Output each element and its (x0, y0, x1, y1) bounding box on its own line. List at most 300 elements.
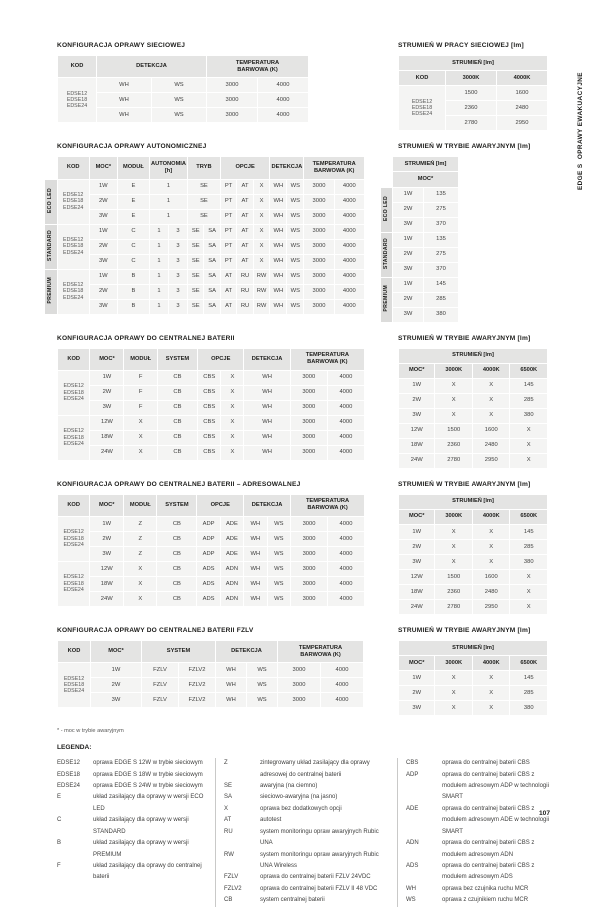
legend-item (57, 861, 207, 884)
cell: 2W (90, 285, 117, 299)
header-cell: DETEKCJA (97, 56, 206, 77)
legend-definition: oprawa do centralnej baterii FZLV 24VDC (260, 874, 371, 881)
header-cell: AUTONOMIA [h] (150, 157, 187, 178)
table-row (399, 701, 547, 715)
cell: 3W (90, 255, 117, 269)
legend-key: CBS (406, 760, 419, 767)
legend-columns (57, 758, 548, 906)
table-row (45, 300, 364, 314)
section-title: STRUMIEŃ W TRYBIE AWARYJNYM [lm] (398, 334, 531, 342)
table-row (58, 386, 364, 400)
cell: CBS (198, 371, 220, 385)
legend-item (224, 815, 391, 826)
cell: 4000 (328, 517, 364, 531)
cell: WS (287, 195, 303, 209)
header-cell: SYSTEM (158, 349, 197, 370)
cell: 3W (393, 308, 423, 322)
table-row (399, 510, 547, 524)
table-row (58, 592, 364, 606)
cell: 2W (393, 248, 423, 262)
cell: 135 (424, 233, 458, 247)
cell: 4000 (335, 300, 364, 314)
legend-key: WS (406, 897, 416, 904)
config-table-autonomiczna (44, 156, 365, 314)
cell: 3000 (304, 225, 333, 239)
cell: WH (216, 693, 246, 707)
legend-key: ADP (406, 771, 419, 778)
cell: AT (237, 225, 253, 239)
legend-key: FZLV (224, 874, 239, 881)
cell: WH (270, 270, 286, 284)
cell: ADN (221, 577, 243, 591)
cell: X (124, 577, 156, 591)
section-sieciowa (57, 42, 548, 131)
table-row (381, 248, 458, 262)
header-cell: TEMPERATURA BARWOWA (K) (304, 157, 364, 178)
cell: E (118, 180, 149, 194)
cell: ADN (221, 562, 243, 576)
cell: ADE (221, 517, 243, 531)
cell: X (254, 180, 270, 194)
table-row (381, 293, 458, 307)
cell: 135 (424, 188, 458, 202)
cell: 380 (510, 409, 547, 423)
group-label-cell: PREMIUM (45, 270, 57, 314)
cell: X (221, 371, 243, 385)
cell: AT (237, 180, 253, 194)
cell: 2780 (435, 600, 472, 614)
header-cell: DETEKCJA (216, 641, 277, 662)
cell: 3000 (207, 78, 257, 92)
table-row (45, 225, 364, 239)
cell: 3000 (304, 195, 333, 209)
table-row (58, 56, 308, 77)
cell: 3000 (291, 431, 327, 445)
cell: SA (204, 300, 219, 314)
cell: RU (237, 285, 253, 299)
cell: 1W (90, 371, 123, 385)
cell: ADP (197, 547, 219, 561)
cell: 3W (90, 547, 123, 561)
cell: 3W (90, 401, 123, 415)
cell: SA (204, 240, 219, 254)
section-fzlv-right (398, 627, 548, 716)
cell: WH (97, 93, 151, 107)
cell: 4000 (335, 225, 364, 239)
section-adresowalna (57, 481, 548, 615)
header-cell: TEMPERATURA BARWOWA (K) (278, 641, 363, 662)
cell: WH (244, 517, 266, 531)
header-cell: MOC* (91, 641, 141, 662)
header-cell: OPCJE (198, 349, 243, 370)
section-title: KONFIGURACJA OPRAWY DO CENTRALNEJ BATERII (57, 334, 235, 342)
cell: AT (237, 210, 253, 224)
section-autonomiczna (46, 143, 548, 322)
legend-definition: sieciowo-awaryjna (na jasno) (260, 794, 338, 801)
section-sieciowa-left (57, 42, 365, 123)
cell: 24W (90, 592, 123, 606)
legend-key: AT (224, 817, 232, 824)
cell: WH (270, 300, 286, 314)
cell: CBS (198, 431, 220, 445)
header-cell: TEMPERATURA BARWOWA (K) (207, 56, 308, 77)
cell: 3W (90, 210, 117, 224)
cell: RW (254, 285, 270, 299)
header-cell: OPCJE (221, 157, 270, 178)
cell: 1600 (473, 570, 510, 584)
cell: 3000 (304, 255, 333, 269)
legend-column-2 (215, 758, 397, 906)
cell: E (118, 195, 149, 209)
header-cell: STRUMIEŃ [lm] (399, 56, 547, 70)
legend-key: C (57, 817, 62, 824)
cell: 2360 (446, 101, 496, 115)
cell: Z (124, 517, 156, 531)
cell: 1W (90, 225, 117, 239)
header-cell: SYSTEM (157, 495, 196, 516)
cell: 3 (169, 240, 187, 254)
legend-item (406, 770, 556, 804)
cell: 1600 (497, 86, 547, 100)
cell: 4000 (328, 431, 364, 445)
group-label-cell: ECO LED (45, 180, 57, 224)
cell: AT (221, 285, 236, 299)
table-row (45, 157, 364, 178)
cell: ADP (197, 517, 219, 531)
cell: 2950 (497, 116, 547, 130)
cell: 18W (90, 431, 123, 445)
cell: 275 (424, 203, 458, 217)
cell: 4000 (335, 285, 364, 299)
cell: WH (244, 532, 266, 546)
cell: WS (287, 255, 303, 269)
cell: 3000 (291, 401, 327, 415)
legend-key: SE (224, 783, 233, 790)
cell: 4000 (328, 371, 364, 385)
table-row (58, 431, 364, 445)
legend-definition: awaryjna (na ciemno) (260, 783, 318, 790)
table-row (45, 270, 364, 284)
cell: X (510, 439, 547, 453)
cell: 3W (393, 263, 423, 277)
cell: EDSE12 EDSE18 EDSE24 (58, 270, 89, 314)
cell: X (435, 394, 472, 408)
cell: WS (268, 547, 290, 561)
table-row (399, 570, 547, 584)
cell: X (435, 671, 472, 685)
header-cell: MOC* (90, 495, 123, 516)
table-row (45, 255, 364, 269)
cell: F (124, 386, 156, 400)
cell: SE (188, 195, 220, 209)
legend-key: ADS (406, 862, 419, 869)
cell: 2W (90, 195, 117, 209)
section-autonomiczna-left (46, 143, 365, 314)
cell: 4000 (258, 93, 308, 107)
cell: WH (244, 547, 266, 561)
cell: 145 (510, 379, 547, 393)
legend-key: F (57, 862, 61, 869)
cell: WS (247, 678, 277, 692)
header-cell: 3000K (446, 71, 496, 85)
cell: 3000 (304, 300, 333, 314)
cell: WH (270, 225, 286, 239)
header-cell: MOC* (90, 157, 117, 178)
table-row (45, 180, 364, 194)
cell: Z (124, 532, 156, 546)
table-row (45, 210, 364, 224)
cell: EDSE12 EDSE18 EDSE24 (58, 663, 90, 707)
legend-key: FZLV2 (224, 885, 242, 892)
cell: X (473, 686, 510, 700)
cell: 4000 (328, 577, 364, 591)
cell: 3000 (291, 416, 327, 430)
cell: 2480 (473, 439, 510, 453)
cell: CBS (198, 401, 220, 415)
header-cell: 3000K (435, 364, 472, 378)
legend-definition: oprawa do centralnej baterii CBS z modułem adresowym ADN (442, 840, 535, 858)
cell: CB (157, 532, 196, 546)
table-row (399, 86, 547, 100)
cell: FZLV2 (179, 663, 215, 677)
cell: 1W (91, 663, 141, 677)
cell: 4000 (321, 693, 363, 707)
header-cell: TEMPERATURA BARWOWA (K) (291, 495, 364, 516)
cell: 24W (399, 600, 434, 614)
group-label-cell: PREMIUM (381, 278, 392, 322)
cell: WH (244, 386, 289, 400)
cell: AT (237, 255, 253, 269)
cell: WH (97, 108, 151, 122)
cell: PT (221, 210, 236, 224)
cell: CB (157, 577, 196, 591)
cell: X (473, 701, 510, 715)
cell: 3000 (304, 285, 333, 299)
legend-item (406, 838, 556, 861)
cell: SA (204, 255, 219, 269)
legend-key: X (224, 805, 229, 812)
legend-title: LEGENDA: (57, 744, 92, 752)
cell: X (435, 686, 472, 700)
table-row (381, 263, 458, 277)
cell: EDSE12 EDSE18 EDSE24 (58, 562, 89, 606)
header-cell: 3000K (435, 510, 472, 524)
cell: FZLV2 (179, 678, 215, 692)
table-row (58, 547, 364, 561)
cell: CB (157, 547, 196, 561)
legend-key: Z (224, 760, 228, 767)
legend-item (224, 792, 391, 803)
cell: RU (237, 300, 253, 314)
cell: 380 (510, 555, 547, 569)
legend-definition: zintegrowany układ zasilający dla oprawy adresowej do centralnej baterii (260, 760, 370, 778)
cell: X (124, 416, 156, 430)
cell: X (221, 401, 243, 415)
cell: 2950 (473, 454, 510, 468)
cell: SE (188, 300, 203, 314)
cell: WS (287, 210, 303, 224)
cell: WS (152, 108, 206, 122)
table-row (381, 203, 458, 217)
cell: WH (270, 285, 286, 299)
config-table-adresowalna (57, 494, 365, 607)
cell: SA (204, 270, 219, 284)
cell: 1W (90, 517, 123, 531)
legend-definition: oprawa EDGE S 24W w trybie sieciowym (93, 783, 203, 790)
section-title: KONFIGURACJA OPRAWY AUTONOMICZNEJ (57, 143, 207, 151)
cell: 4000 (335, 210, 364, 224)
page-edge-chapter-label: EDGE S OPRAWY EWAKUACYJNE (577, 72, 584, 190)
header-cell: STRUMIEŃ [lm] (399, 641, 547, 655)
legend-item (57, 770, 207, 781)
table-row (399, 454, 547, 468)
cell: 145 (510, 671, 547, 685)
legend-item (224, 872, 391, 883)
cell: 1600 (473, 424, 510, 438)
legend-key: ADN (406, 840, 419, 847)
cell: 2480 (497, 101, 547, 115)
table-row (58, 663, 363, 677)
legend-item (406, 861, 556, 884)
legend-definition: oprawa z czujnikiem ruchu MCR (442, 897, 529, 904)
legend-definition: oprawa bez czujnika ruchu MCR (442, 885, 529, 892)
cell: X (435, 701, 472, 715)
cell: 4000 (335, 240, 364, 254)
lumen-table-sieciowa (398, 55, 548, 131)
section-sieciowa-right (398, 42, 548, 131)
table-row (58, 78, 308, 92)
section-title: STRUMIEŃ W TRYBIE AWARYJNYM [lm] (398, 627, 531, 634)
legend-item (406, 895, 556, 906)
cell: X (510, 454, 547, 468)
header-cell: 4000K (497, 71, 547, 85)
cell: 4000 (328, 592, 364, 606)
cell: 4000 (328, 386, 364, 400)
cell: SE (188, 285, 203, 299)
section-fzlv-left (57, 627, 365, 708)
table-row (399, 409, 547, 423)
cell: WH (216, 663, 246, 677)
table-row (399, 600, 547, 614)
legend-item (406, 758, 556, 769)
cell: 3000 (278, 693, 320, 707)
table-row (381, 172, 458, 186)
cell: WS (287, 180, 303, 194)
cell: 370 (424, 263, 458, 277)
header-cell: SYSTEM (142, 641, 215, 662)
legend-item (224, 758, 391, 781)
cell: ADS (197, 562, 219, 576)
legend-key: EDSE24 (57, 783, 81, 790)
table-row (58, 495, 364, 516)
cell: X (124, 431, 156, 445)
cell: 380 (424, 308, 458, 322)
cell: X (473, 525, 510, 539)
table-row (58, 577, 364, 591)
legend-key: SA (224, 794, 233, 801)
cell: 3000 (304, 270, 333, 284)
table-row (399, 555, 547, 569)
cell: C (118, 240, 149, 254)
cell: 145 (424, 278, 458, 292)
cell: 2W (399, 686, 434, 700)
legend-item (57, 792, 207, 815)
cell: 3000 (291, 517, 327, 531)
cell: 285 (424, 293, 458, 307)
cell: WS (287, 300, 303, 314)
cell: 1W (399, 671, 434, 685)
cell: 12W (90, 416, 123, 430)
config-table-fzlv (57, 640, 365, 708)
cell: 24W (90, 446, 123, 460)
table-row (399, 585, 547, 599)
cell: 3000 (291, 562, 327, 576)
cell: EDSE12 EDSE18 EDSE24 (58, 225, 89, 269)
header-cell: MODUŁ (118, 157, 149, 178)
cell: 1W (90, 180, 117, 194)
cell: 2360 (435, 439, 472, 453)
cell: 1 (150, 255, 168, 269)
table-row (58, 371, 364, 385)
cell: 4000 (335, 255, 364, 269)
table-row (45, 195, 364, 209)
config-table-centralna-bateria (57, 348, 365, 461)
cell: 3 (169, 225, 187, 239)
section-title: KONFIGURACJA OPRAWY SIECIOWEJ (57, 42, 186, 49)
cell: WH (97, 78, 151, 92)
cell: SE (188, 225, 203, 239)
legend-definition: oprawa do centralnej baterii FZLV II 48 VDC (260, 885, 378, 892)
legend-definition: oprawa do centralnej baterii CBS z modułem adresowym ADP w technologii SMART (442, 771, 549, 801)
cell: PT (221, 255, 236, 269)
legend-definition: układ zasilający dla oprawy w wersji STANDARD (93, 817, 189, 835)
table-row (381, 308, 458, 322)
cell: EDSE12 EDSE18 EDSE24 (58, 180, 89, 224)
header-cell: 4000K (473, 364, 510, 378)
cell: CB (157, 592, 196, 606)
cell: WH (244, 446, 289, 460)
cell: 4000 (335, 270, 364, 284)
group-label-cell: ECO LED (381, 188, 392, 232)
cell: X (473, 394, 510, 408)
table-row (399, 641, 547, 655)
cell: 3000 (304, 180, 333, 194)
table-row (381, 218, 458, 232)
page-content (46, 42, 550, 907)
cell: 285 (510, 686, 547, 700)
cell: RU (237, 270, 253, 284)
legend-item (57, 758, 207, 769)
header-cell: MOC* (399, 364, 434, 378)
section-adresowalna-left (57, 481, 365, 607)
cell: B (118, 270, 149, 284)
cell: 2780 (435, 454, 472, 468)
table-row (58, 349, 364, 370)
legend-definition: układ zasilający dla oprawy do centralnej baterii (93, 862, 202, 881)
legend-item (406, 804, 556, 838)
cell: X (510, 600, 547, 614)
header-cell: MOC* (399, 510, 434, 524)
cell: X (124, 592, 156, 606)
section-title: STRUMIEŃ W TRYBIE AWARYJNYM [lm] (398, 480, 531, 488)
cell: 285 (510, 540, 547, 554)
cell: CB (158, 431, 197, 445)
cell: 2W (399, 394, 434, 408)
legend (57, 744, 548, 906)
cell: 1W (90, 270, 117, 284)
cell: F (124, 371, 156, 385)
cell: FZLV (142, 663, 178, 677)
